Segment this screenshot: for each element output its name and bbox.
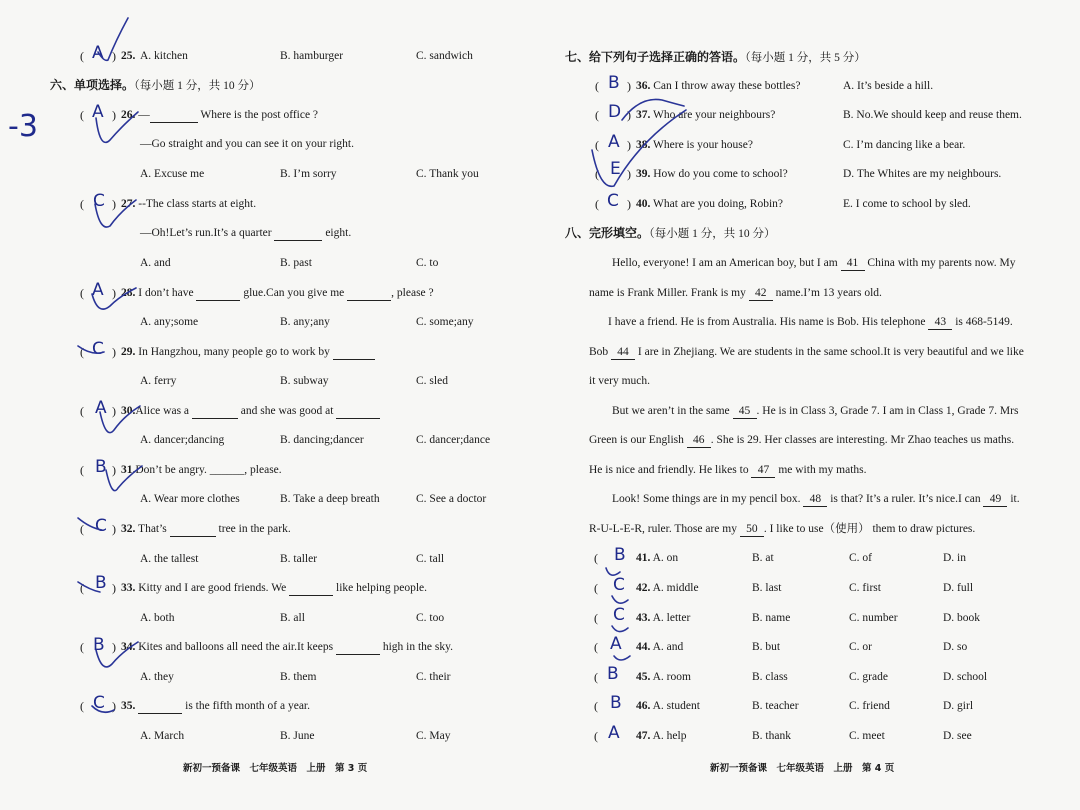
option-a: A. both	[140, 612, 175, 624]
cloze-43: 43. A. letter	[636, 612, 691, 624]
question-27: 27. --The class starts at eight.	[121, 198, 257, 210]
option-d: D. see	[943, 730, 972, 742]
blank-47: 47	[751, 463, 775, 478]
option-c: C. Thank you	[416, 168, 479, 180]
option-c: C. friend	[849, 700, 890, 712]
blank-50: 50	[740, 522, 764, 537]
question-32: 32. That’s tree in the park.	[121, 523, 291, 535]
option-a: A. the tallest	[140, 553, 199, 565]
blank-44: 44	[611, 345, 635, 360]
option-c: C. May	[416, 730, 451, 742]
option-b: B. at	[752, 552, 774, 564]
section-heading: 七、给下列句子选择正确的答语。（每小题 1 分，共 5 分）	[565, 50, 866, 64]
option-c: C. their	[416, 671, 451, 683]
question-39: 39. How do you come to school?	[636, 168, 788, 180]
question-34: 34. Kites and balloons all need the air.It keeps high in the sky.	[121, 641, 453, 653]
handwritten-answer: C	[613, 605, 625, 625]
question-36: 36. Can I throw away these bottles?	[636, 80, 801, 92]
passage-line: it very much.	[589, 375, 650, 387]
handwritten-answer: C	[92, 339, 104, 359]
option-c: C. of	[849, 552, 872, 564]
option-c: C. meet	[849, 730, 885, 742]
cloze-47: 47. A. help	[636, 730, 687, 742]
option-d: D. full	[943, 582, 974, 594]
option-a: A. any;some	[140, 316, 199, 328]
option-c: C. sled	[416, 375, 448, 387]
handwritten-answer: E	[610, 159, 621, 179]
handwritten-answer: B	[93, 635, 105, 655]
cloze-44: 44. A. and	[636, 641, 684, 653]
response-option: B. No.We should keep and reuse them.	[843, 109, 1022, 121]
response-option: E. I come to school by sled.	[843, 198, 971, 210]
handwritten-answer: A	[92, 280, 104, 300]
option-c: C. to	[416, 257, 439, 269]
score-mark: -3	[8, 109, 38, 144]
option-b: B. dancing;dancer	[280, 434, 364, 446]
option-c: C. See a doctor	[416, 493, 487, 505]
option-d: D. school	[943, 671, 988, 683]
cloze-42: 42. A. middle	[636, 582, 699, 594]
check-mark	[612, 596, 628, 603]
cloze-45: 45. A. room	[636, 671, 691, 683]
option-a: A. Excuse me	[140, 168, 205, 180]
option-a: A. ferry	[140, 375, 177, 387]
handwritten-answer: A	[92, 43, 104, 63]
option-b: B. them	[280, 671, 317, 683]
handwritten-answer: B	[608, 73, 620, 93]
question-33: 33. Kitty and I are good friends. We like helping people.	[121, 582, 428, 594]
option-b: B. last	[752, 582, 782, 594]
option-b: B. June	[280, 730, 315, 742]
question-40: 40. What are you doing, Robin?	[636, 198, 784, 210]
question-number: 25.	[121, 50, 136, 62]
handwritten-answer: A	[608, 723, 620, 743]
option-b: B. past	[280, 257, 312, 269]
option-c: C. too	[416, 612, 445, 624]
handwritten-answer: C	[607, 191, 619, 211]
option-b: B. but	[752, 641, 781, 653]
question-38: 38. Where is your house?	[636, 139, 753, 151]
question-26: 26. — Where is the post office ?	[121, 109, 319, 121]
question-28: 28. I don’t have glue.Can you give me , please ?	[121, 287, 434, 299]
blank-41: 41	[841, 256, 865, 271]
handwritten-answer: C	[93, 693, 105, 713]
option-c: C. or	[849, 641, 872, 653]
option-a: A. dancer;dancing	[140, 434, 225, 446]
dialogue-line: —Go straight and you can see it on your right.	[140, 138, 354, 150]
option-b: B. name	[752, 612, 791, 624]
handwritten-answer: B	[95, 457, 107, 477]
handwritten-answer: A	[608, 132, 620, 152]
check-mark	[614, 656, 630, 660]
option-b: B. I’m sorry	[280, 168, 337, 180]
passage-line: But we aren’t in the same 45 . He is in Class 3, Grade 7. I am in Class 1, Grade 7. Mrs	[612, 405, 1019, 417]
option-b: B. Take a deep breath	[280, 493, 380, 505]
handwritten-answer: B	[607, 664, 619, 684]
option-c: C. dancer;dance	[416, 434, 491, 446]
option-d: D. girl	[943, 700, 974, 712]
blank-49: 49	[983, 492, 1007, 507]
blank-43: 43	[928, 315, 952, 330]
option-a: A. they	[140, 671, 174, 683]
option-b: B. subway	[280, 375, 329, 387]
option-b: B. thank	[752, 730, 791, 742]
handwritten-answer: B	[614, 545, 626, 565]
question-30: 30.Alice was a and she was good at	[121, 404, 380, 419]
question-29: 29. In Hangzhou, many people go to work by	[121, 345, 375, 360]
passage-line: Look! Some things are in my pencil box. 48 is that? It’s a ruler. It’s nice.I can 49 it.	[612, 493, 1020, 505]
option-a: A. Wear more clothes	[140, 493, 240, 505]
option-a: A. March	[140, 730, 185, 742]
handwritten-answer: B	[95, 573, 107, 593]
response-option: C. I’m dancing like a bear.	[843, 139, 966, 151]
passage-line: R-U-L-E-R, ruler. Those are my 50 . I like to use（使用） them to draw pictures.	[589, 523, 976, 535]
blank-45: 45	[733, 404, 757, 419]
option-d: D. so	[943, 641, 968, 653]
check-mark	[612, 626, 628, 632]
response-option: D. The Whites are my neighbours.	[843, 168, 1002, 180]
passage-line: name is Frank Miller. Frank is my 42 name.I’m 13 years old.	[589, 287, 882, 299]
handwritten-answer: B	[610, 693, 622, 713]
option-b: B. taller	[280, 553, 318, 565]
option-b: B. any;any	[280, 316, 330, 328]
passage-line: Hello, everyone! I am an American boy, but I am 41 China with my parents now. My	[612, 257, 1016, 269]
dialogue-line: —Oh!Let’s run.It’s a quarter eight.	[140, 227, 352, 239]
section-heading: 六、单项选择。（每小题 1 分，共 10 分）	[50, 78, 261, 92]
option-a: A. and	[140, 257, 171, 269]
handwritten-answer: C	[93, 191, 105, 211]
option-b: B. teacher	[752, 700, 799, 712]
answer-paren: (	[80, 49, 84, 63]
handwritten-answer: C	[613, 575, 625, 595]
option-b: B. hamburger	[280, 50, 344, 62]
option-c: C. some;any	[416, 316, 474, 328]
handwritten-answer: A	[610, 634, 622, 654]
answer-paren: )	[112, 49, 116, 63]
option-d: D. book	[943, 612, 981, 624]
response-option: A. It’s beside a hill.	[843, 80, 934, 92]
passage-line: Bob 44 I are in Zhejiang. We are students in the same school.It is very beautiful and we like	[589, 346, 1024, 358]
passage-line: I have a friend. He is from Australia. His name is Bob. His telephone 43 is 468-5149.	[608, 316, 1013, 328]
option-c: C. number	[849, 612, 898, 624]
cloze-41: 41. A. on	[636, 552, 679, 564]
page-footer: 新初一预备课 七年级英语 上册 第 3 页	[183, 763, 368, 774]
passage-line: Green is our English 46 . She is 29. Her classes are interesting. Mr Zhao teaches us maths.	[589, 434, 1015, 446]
blank-48: 48	[803, 492, 827, 507]
option-c: C. grade	[849, 671, 888, 683]
option-c: C. first	[849, 582, 881, 594]
page-footer: 新初一预备课 七年级英语 上册 第 4 页	[710, 763, 895, 774]
handwritten-answer: A	[95, 398, 107, 418]
option-b: B. class	[752, 671, 788, 683]
section-heading: 八、完形填空。（每小题 1 分，共 10 分）	[565, 226, 776, 240]
blank-46: 46	[687, 433, 711, 448]
option-d: D. in	[943, 552, 966, 564]
option-a: A. kitchen	[140, 50, 188, 62]
option-c: C. sandwich	[416, 50, 473, 62]
option-c: C. tall	[416, 553, 445, 565]
question-35: 35. is the fifth month of a year.	[121, 700, 310, 712]
question-31: 31.Don’t be angry. ______, please.	[121, 464, 282, 476]
handwritten-answer: A	[92, 102, 104, 122]
cloze-46: 46. A. student	[636, 700, 700, 712]
option-b: B. all	[280, 612, 305, 624]
passage-line: He is nice and friendly. He likes to 47 me with my maths.	[589, 464, 867, 476]
handwritten-answer: C	[95, 516, 107, 536]
handwritten-answer: D	[608, 102, 622, 122]
blank-42: 42	[749, 286, 773, 301]
question-37: 37. Who are your neighbours?	[636, 109, 776, 121]
